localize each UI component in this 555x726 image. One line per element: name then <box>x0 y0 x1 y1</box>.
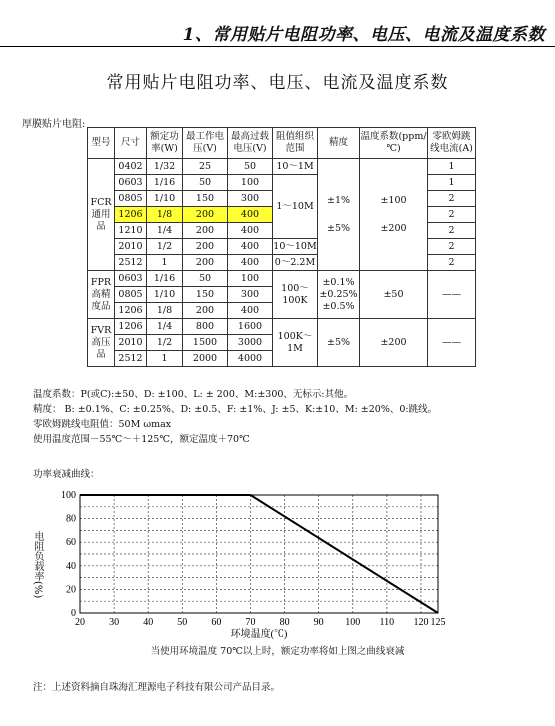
power-cell: 1/2 <box>147 335 183 351</box>
table-header-row <box>88 128 476 159</box>
voltage-cell: 200 <box>183 303 228 319</box>
model-cell: FCR通用品 <box>88 159 115 271</box>
table-row <box>88 159 476 175</box>
col-header: 最工作电压(V) <box>183 128 228 159</box>
jump-cell: 1 <box>428 159 476 175</box>
size-cell: 0603 <box>115 271 147 287</box>
y-tick-label: 40 <box>66 560 76 572</box>
tc-cell <box>360 159 428 271</box>
tolerance-cell <box>318 159 360 271</box>
size-cell: 2010 <box>115 239 147 255</box>
jump-cell: 2 <box>428 239 476 255</box>
voltage-cell: 800 <box>183 319 228 335</box>
derating-chart <box>0 480 555 640</box>
main-title: 常用贴片电阻功率、电压、电流及温度系数 <box>106 73 449 93</box>
overload-cell: 400 <box>228 255 273 271</box>
x-tick-label: 80 <box>279 617 290 628</box>
size-cell: 1206 <box>115 303 147 319</box>
power-cell: 1 <box>147 351 183 367</box>
size-cell: 1206 <box>115 319 147 335</box>
x-tick-label: 30 <box>109 617 120 628</box>
size-cell: 2512 <box>115 351 147 367</box>
tolerance-value: ±0.5% <box>322 300 355 312</box>
tolerance-value: ±0.1% <box>322 276 355 288</box>
x-tick-label: 125 <box>430 617 446 628</box>
size-cell: 0603 <box>115 175 147 191</box>
x-tick-label: 100 <box>345 617 361 628</box>
range-cell: 10～10M <box>273 239 318 255</box>
col-header: 温度系数(ppm/℃) <box>360 128 428 159</box>
notes-block <box>33 387 437 447</box>
note-line: 零欧姆跳线电阻值：50M ωmax <box>33 419 172 430</box>
x-axis-label: 环境温度(℃) <box>230 629 288 640</box>
page-header <box>0 0 555 47</box>
voltage-cell: 2000 <box>183 351 228 367</box>
x-tick-label: 110 <box>379 617 395 628</box>
tc-value: ±100 <box>380 194 407 206</box>
x-tick-label: 20 <box>75 617 85 628</box>
col-header: 型号 <box>88 128 115 159</box>
range-cell: 10～1M <box>273 159 318 175</box>
overload-cell: 400 <box>228 207 273 223</box>
voltage-cell: 200 <box>183 239 228 255</box>
note-line: 精度： B: ±0.1%、C: ±0.25%、D: ±0.5、F: ±1%、J: ±5、K:±10、M: ±20%、0:跳线。 <box>33 404 438 415</box>
voltage-cell: 200 <box>183 223 228 239</box>
section-label: 厚膜贴片电阻: <box>22 119 86 130</box>
jump-cell: —— <box>428 319 476 367</box>
voltage-cell: 150 <box>183 287 228 303</box>
overload-cell: 400 <box>228 303 273 319</box>
size-cell: 1210 <box>115 223 147 239</box>
tolerance-cell <box>318 271 360 319</box>
power-cell: 1 <box>147 255 183 271</box>
jump-cell: 1 <box>428 175 476 191</box>
y-tick-label: 20 <box>66 584 76 596</box>
x-tick-label: 50 <box>177 617 188 628</box>
power-cell: 1/10 <box>147 191 183 207</box>
table-row <box>88 319 476 335</box>
header-title: 1、常用贴片电阻功率、电压、电流及温度系数 <box>182 25 545 45</box>
tolerance-value: ±1% <box>326 194 351 206</box>
voltage-cell: 50 <box>183 175 228 191</box>
y-tick-label: 60 <box>66 537 76 549</box>
size-cell: 2010 <box>115 335 147 351</box>
voltage-cell: 200 <box>183 207 228 223</box>
overload-cell: 300 <box>228 287 273 303</box>
jump-cell: 2 <box>428 223 476 239</box>
overload-cell: 100 <box>228 271 273 287</box>
col-header: 尺寸 <box>115 128 147 159</box>
model-cell: FPR高精度品 <box>88 271 115 319</box>
spec-table <box>87 127 476 367</box>
power-cell: 1/16 <box>147 175 183 191</box>
size-cell: 0402 <box>115 159 147 175</box>
col-header: 精度 <box>318 128 360 159</box>
col-header: 最高过载电压(V) <box>228 128 273 159</box>
footer-note: 注：上述资料摘自珠海汇理源电子科技有限公司产品目录。 <box>33 682 281 693</box>
power-cell: 1/8 <box>147 207 183 223</box>
x-tick-label: 60 <box>211 617 222 628</box>
overload-cell: 100 <box>228 175 273 191</box>
note-line: 温度系数：P(或C):±50、D: ±100、L: ± 200、M:±300、无标示:其他。 <box>33 389 354 400</box>
y-tick-label: 0 <box>71 608 76 619</box>
overload-cell: 50 <box>228 159 273 175</box>
size-cell: 1206 <box>115 207 147 223</box>
voltage-cell: 25 <box>183 159 228 175</box>
power-cell: 1/16 <box>147 271 183 287</box>
tolerance-value: ±5% <box>326 222 351 234</box>
power-cell: 1/4 <box>147 223 183 239</box>
jump-cell: —— <box>428 271 476 319</box>
jump-cell: 2 <box>428 207 476 223</box>
voltage-cell: 1500 <box>183 335 228 351</box>
x-tick-label: 120 <box>413 617 429 628</box>
y-tick-label: 100 <box>61 490 76 501</box>
overload-cell: 3000 <box>228 335 273 351</box>
jump-cell: 2 <box>428 191 476 207</box>
curve-label: 功率衰减曲线： <box>33 469 100 480</box>
range-cell: 1～10M <box>273 175 318 239</box>
overload-cell: 400 <box>228 239 273 255</box>
range-cell: 0～2.2M <box>273 255 318 271</box>
tolerance-cell: ±5% <box>318 319 360 367</box>
power-cell: 1/8 <box>147 303 183 319</box>
x-tick-label: 40 <box>143 617 154 628</box>
voltage-cell: 200 <box>183 255 228 271</box>
size-cell: 0805 <box>115 191 147 207</box>
range-cell: 100～100K <box>273 271 318 319</box>
col-header: 额定功率(W) <box>147 128 183 159</box>
tolerance-value: ±0.25% <box>319 288 358 300</box>
overload-cell: 4000 <box>228 351 273 367</box>
voltage-cell: 50 <box>183 271 228 287</box>
voltage-cell: 150 <box>183 191 228 207</box>
col-header: 零欧姆跳线电流(A) <box>428 128 476 159</box>
overload-cell: 400 <box>228 223 273 239</box>
note-line: 使用温度范围－55℃～＋125℃，额定温度＋70℃ <box>33 434 250 445</box>
y-axis-label: 电阻负载率(%) <box>32 531 43 599</box>
overload-cell: 1600 <box>228 319 273 335</box>
jump-cell: 2 <box>428 255 476 271</box>
size-cell: 0805 <box>115 287 147 303</box>
tc-cell: ±50 <box>360 271 428 319</box>
col-header: 阻值组织范围 <box>273 128 318 159</box>
overload-cell: 300 <box>228 191 273 207</box>
power-cell: 1/2 <box>147 239 183 255</box>
power-cell: 1/32 <box>147 159 183 175</box>
x-tick-label: 70 <box>245 617 256 628</box>
y-tick-label: 80 <box>66 513 76 525</box>
size-cell: 2512 <box>115 255 147 271</box>
power-cell: 1/4 <box>147 319 183 335</box>
range-cell: 100K～1M <box>273 319 318 367</box>
table-row <box>88 271 476 287</box>
power-cell: 1/10 <box>147 287 183 303</box>
chart-caption: 当使用环境温度 70℃以上时，额定功率将如上图之曲线衰减 <box>150 646 405 657</box>
tc-value: ±200 <box>380 222 407 234</box>
x-tick-label: 90 <box>313 617 324 628</box>
tc-cell: ±200 <box>360 319 428 367</box>
model-cell: FVR高压品 <box>88 319 115 367</box>
